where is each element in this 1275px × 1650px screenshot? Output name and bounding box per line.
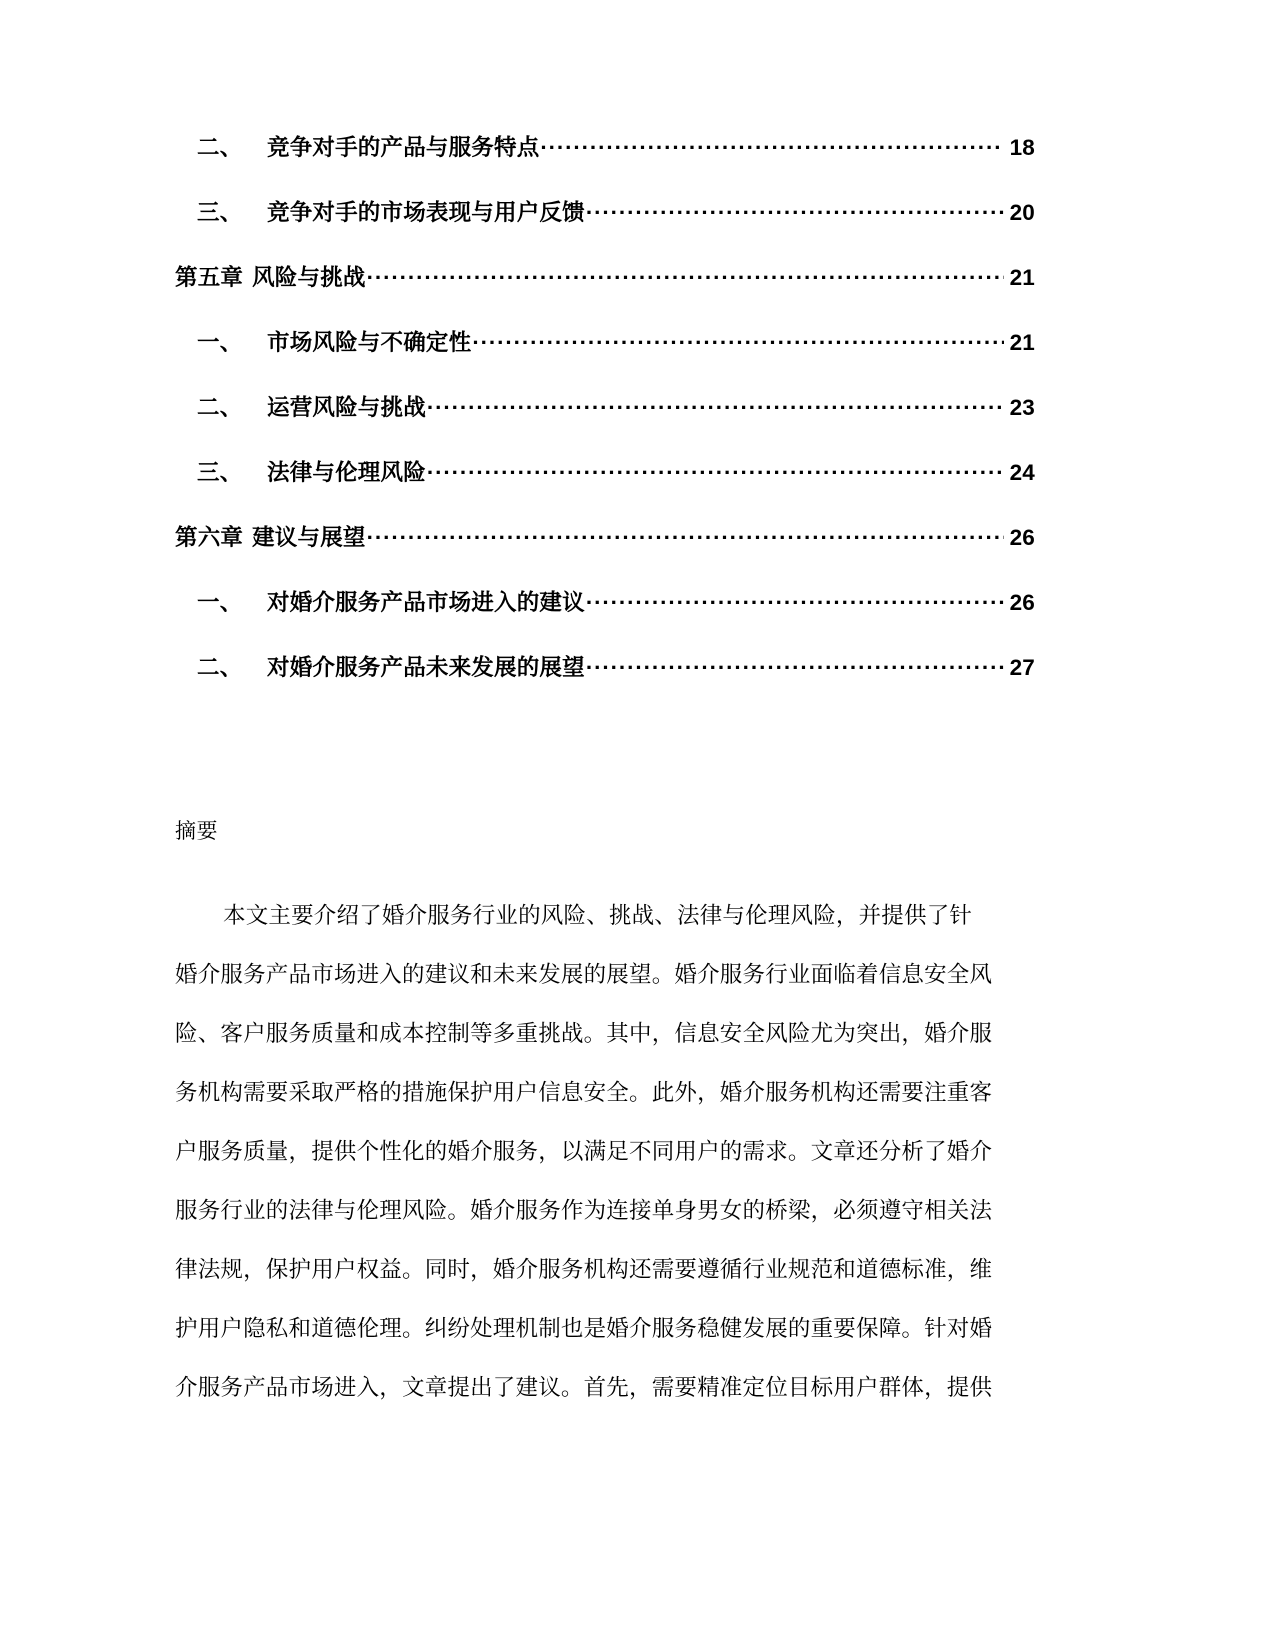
table-of-contents [175, 0, 1035, 679]
abstract-line: 险、客户服务质量和成本控制等多重挑战。其中，信息安全风险尤为突出，婚介服 [175, 1021, 993, 1046]
toc-entry-title: 法律与伦理风险 [267, 459, 426, 485]
abstract-line: 介服务产品市场进入，文章提出了建议。首先，需要精准定位目标用户群体，提供 [175, 1375, 993, 1400]
toc-entry[interactable] [175, 522, 1035, 549]
abstract-line: 户服务质量，提供个性化的婚介服务，以满足不同用户的需求。文章还分析了婚介 [175, 1139, 993, 1164]
abstract-line: 婚介服务产品市场进入的建议和未来发展的展望。婚介服务行业面临着信息安全风 [175, 962, 993, 987]
toc-page-number: 20 [1009, 199, 1035, 225]
toc-dot-leader [586, 587, 1004, 610]
toc-dot-leader [427, 392, 1004, 415]
abstract-body [175, 886, 1035, 1417]
toc-page-number: 26 [1009, 589, 1035, 615]
toc-entry[interactable] [175, 652, 1035, 679]
toc-entry[interactable] [175, 262, 1035, 289]
toc-entry-title: 对婚介服务产品市场进入的建议 [267, 589, 585, 615]
page-content [175, 0, 1035, 1417]
toc-entry-number: 二、 [197, 394, 243, 420]
toc-page-number: 27 [1009, 654, 1035, 680]
toc-page-number: 18 [1009, 134, 1035, 160]
toc-entry[interactable] [175, 197, 1035, 224]
toc-page-number: 26 [1009, 524, 1035, 550]
toc-page-number: 23 [1009, 394, 1035, 420]
toc-entry-number: 第五章 [175, 264, 244, 290]
toc-dot-leader [472, 327, 1004, 350]
toc-entry-number: 二、 [197, 134, 243, 160]
toc-dot-leader [540, 132, 1004, 155]
toc-entry-number: 第六章 [175, 524, 244, 550]
toc-page-number: 21 [1009, 329, 1035, 355]
toc-dot-leader [367, 522, 1004, 545]
toc-entry[interactable] [175, 392, 1035, 419]
toc-entry-number: 三、 [197, 459, 243, 485]
toc-entry-title: 运营风险与挑战 [267, 394, 426, 420]
abstract-line: 律法规，保护用户权益。同时，婚介服务机构还需要遵循行业规范和道德标准，维 [175, 1257, 993, 1282]
toc-entry-title: 建议与展望 [252, 524, 366, 550]
abstract-line: 服务行业的法律与伦理风险。婚介服务作为连接单身男女的桥梁，必须遵守相关法 [175, 1198, 993, 1223]
toc-entry[interactable] [175, 587, 1035, 614]
toc-page-number: 24 [1009, 459, 1035, 485]
toc-entry[interactable] [175, 132, 1035, 159]
toc-page-number: 21 [1009, 264, 1035, 290]
abstract-line: 护用户隐私和道德伦理。纠纷处理机制也是婚介服务稳健发展的重要保障。针对婚 [175, 1316, 993, 1341]
abstract-heading: 摘要 [175, 820, 218, 843]
toc-entry-title: 对婚介服务产品未来发展的展望 [267, 654, 585, 680]
abstract-section [175, 821, 1035, 1417]
toc-entry-title: 竞争对手的市场表现与用户反馈 [267, 199, 585, 225]
abstract-line: 本文主要介绍了婚介服务行业的风险、挑战、法律与伦理风险，并提供了针 [223, 903, 973, 928]
toc-entry-number: 一、 [197, 589, 243, 615]
toc-dot-leader [427, 457, 1004, 480]
toc-dot-leader [586, 652, 1004, 675]
toc-entry-title: 市场风险与不确定性 [267, 329, 472, 355]
toc-entry-number: 二、 [197, 654, 243, 680]
toc-entry-title: 竞争对手的产品与服务特点 [267, 134, 540, 160]
toc-entry-number: 一、 [197, 329, 243, 355]
toc-dot-leader [367, 262, 1004, 285]
toc-entry-title: 风险与挑战 [252, 264, 366, 290]
toc-dot-leader [586, 197, 1004, 220]
toc-entry[interactable] [175, 457, 1035, 484]
toc-entry-number: 三、 [197, 199, 243, 225]
toc-entry[interactable] [175, 327, 1035, 354]
abstract-line: 务机构需要采取严格的措施保护用户信息安全。此外，婚介服务机构还需要注重客 [175, 1080, 993, 1105]
